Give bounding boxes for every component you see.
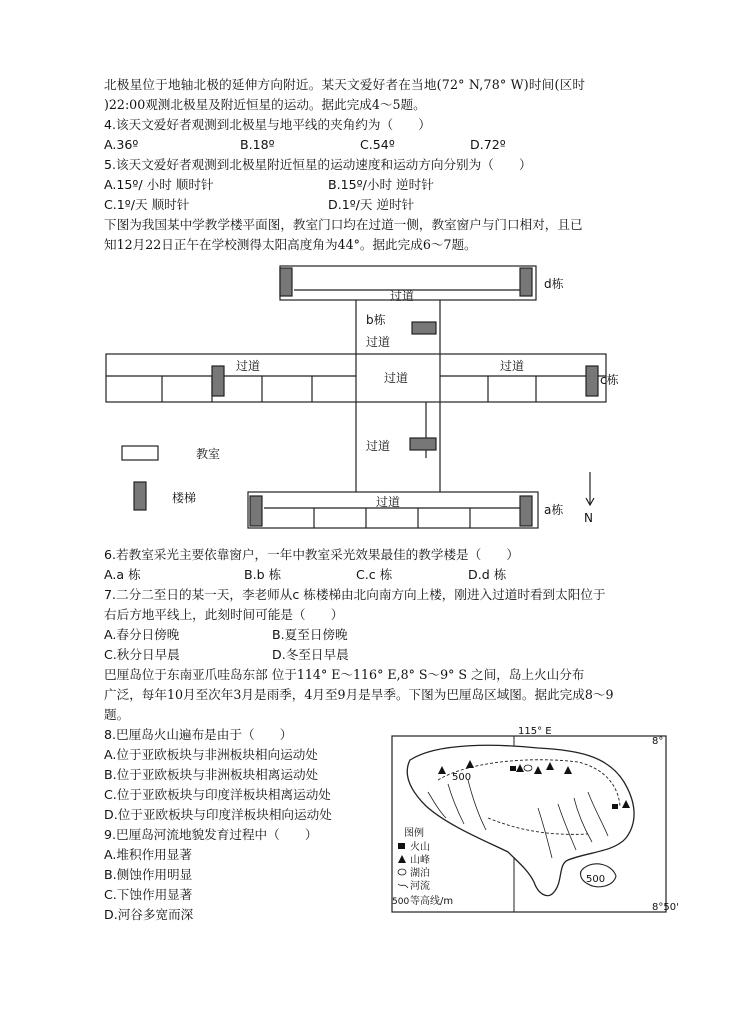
q5-option-c: C.1º/天 顺时针 bbox=[104, 197, 190, 212]
building-b-label: b栋 bbox=[366, 313, 386, 327]
building-a-label: a栋 bbox=[544, 503, 564, 517]
intro-text-line: 题。 bbox=[104, 707, 130, 722]
question-4-stem: 4.该天文爱好者观测到北极星与地平线的夹角约为（ ） bbox=[104, 117, 431, 132]
floor-plan-diagram bbox=[100, 258, 620, 530]
q9-option-a: A.堆积作用显著 bbox=[104, 847, 192, 862]
q4-option-b: B.18º bbox=[240, 137, 275, 152]
q6-option-c: C.c 栋 bbox=[356, 567, 393, 582]
volcano-marker bbox=[612, 804, 618, 809]
stairs-a-left bbox=[250, 496, 262, 526]
q4-option-d: D.72º bbox=[470, 137, 506, 152]
question-8-stem: 8.巴厘岛火山遍布是由于（ ） bbox=[104, 727, 293, 742]
q8-option-d: D.位于亚欧板块与印度洋板块相向运动处 bbox=[104, 807, 332, 822]
contour-label: 500 bbox=[586, 874, 606, 885]
q6-option-d: D.d 栋 bbox=[468, 567, 507, 582]
q9-option-b: B.侧蚀作用明显 bbox=[104, 867, 193, 882]
legend-volcano-icon bbox=[398, 843, 405, 849]
intro-text-line: 巴厘岛位于东南亚爪哇岛东部 位于114° E～116° E,8° S～9° S 之间，岛上火山分布 bbox=[104, 667, 585, 682]
intro-text-line: )22:00观测北极星及附近恒星的运动。据此完成4～5题。 bbox=[104, 97, 426, 112]
q9-option-d: D.河谷多宽而深 bbox=[104, 907, 194, 922]
legend-stairs-box bbox=[134, 482, 146, 510]
volcano-marker bbox=[510, 766, 516, 771]
legend-classroom-label: 教室 bbox=[196, 447, 221, 461]
q6-option-b: B.b 栋 bbox=[244, 567, 282, 582]
corridor-label: 过道 bbox=[500, 359, 525, 373]
corridor-label: 过道 bbox=[236, 359, 261, 373]
q9-option-c: C.下蚀作用显著 bbox=[104, 887, 193, 902]
q7-option-a: A.春分日傍晚 bbox=[104, 627, 180, 642]
longitude-label: 115° E bbox=[518, 726, 552, 737]
intro-text-line: 广泛，每年10月至次年3月是雨季，4月至9月是旱季。下图为巴厘岛区域图。据此完成8～9 bbox=[104, 687, 614, 702]
q4-option-c: C.54º bbox=[360, 137, 395, 152]
stairs-d-left bbox=[280, 268, 292, 296]
legend-peak-label: 山峰 bbox=[410, 855, 430, 866]
stairs-a-right bbox=[520, 496, 532, 526]
q7-option-b: B.夏至日傍晚 bbox=[272, 627, 348, 642]
q6-option-a: A.a 栋 bbox=[104, 567, 141, 582]
legend-river-label: 河流 bbox=[410, 881, 430, 892]
q4-option-a: A.36º bbox=[104, 137, 139, 152]
q5-option-d: D.1º/天 逆时针 bbox=[328, 197, 415, 212]
intro-text-line: 知12月22日正午在学校测得太阳高度角为44°。据此完成6～7题。 bbox=[104, 237, 477, 252]
q8-option-b: B.位于亚欧板块与非洲板块相离运动处 bbox=[104, 767, 319, 782]
corridor-label: 过道 bbox=[376, 495, 401, 509]
q8-option-a: A.位于亚欧板块与非洲板块相向运动处 bbox=[104, 747, 318, 762]
corridor-label: 过道 bbox=[390, 289, 415, 303]
stairs-c-right bbox=[586, 366, 598, 396]
stairs-connector bbox=[410, 438, 436, 450]
stairs-c-left bbox=[212, 366, 224, 396]
q5-option-b: B.15º/小时 逆时针 bbox=[328, 177, 434, 192]
latitude-top-label: 8° bbox=[652, 736, 664, 747]
intro-text-line: 下图为我国某中学教学楼平面图，教室门口均在过道一侧，教室窗户与门口相对，且已 bbox=[104, 217, 583, 232]
stairs-d-right bbox=[520, 268, 532, 296]
building-c-label: c栋 bbox=[600, 373, 619, 387]
legend-volcano-label: 火山 bbox=[410, 842, 430, 853]
north-label: N bbox=[584, 511, 593, 525]
stairs-b bbox=[412, 322, 436, 334]
corridor-label: 过道 bbox=[366, 335, 391, 349]
legend-stairs-label: 楼梯 bbox=[172, 491, 197, 505]
legend-lake-label: 湖泊 bbox=[410, 868, 430, 879]
building-d-label: d栋 bbox=[544, 277, 564, 291]
contour-label: 500 bbox=[452, 772, 472, 783]
q8-option-c: C.位于亚欧板块与印度洋板块相离运动处 bbox=[104, 787, 331, 802]
question-9-stem: 9.巴厘岛河流地貌发育过程中（ ） bbox=[104, 827, 318, 842]
question-7-stem: 7.二分二至日的某一天，李老师从c 栋楼梯由北向南方向上楼，刚进入过道时看到太阳位于 bbox=[104, 587, 606, 602]
question-7-stem-cont: 右后方地平线上，此刻时间可能是（ ） bbox=[104, 607, 344, 622]
legend-contour-number: 500 bbox=[392, 897, 410, 907]
intro-text-line: 北极星位于地轴北极的延伸方向附近。某天文爱好者在当地(72° N,78° W)时间(区时 bbox=[104, 77, 586, 92]
latitude-bottom-label: 8°50' bbox=[652, 902, 679, 913]
legend-contour-label: 等高线/m bbox=[410, 896, 454, 907]
q7-option-c: C.秋分日早晨 bbox=[104, 647, 180, 662]
q7-option-d: D.冬至日早晨 bbox=[272, 647, 349, 662]
q5-option-a: A.15º/ 小时 顺时针 bbox=[104, 177, 214, 192]
corridor-label: 过道 bbox=[384, 371, 409, 385]
legend-lake-icon bbox=[398, 869, 406, 875]
legend-title: 图例 bbox=[404, 828, 424, 839]
question-6-stem: 6.若教室采光主要依靠窗户，一年中教室采光效果最佳的教学楼是（ ） bbox=[104, 547, 520, 562]
question-5-stem: 5.该天文爱好者观测到北极星附近恒星的运动速度和运动方向分别为（ ） bbox=[104, 157, 532, 172]
corridor-label: 过道 bbox=[366, 439, 391, 453]
legend-classroom-box bbox=[122, 446, 158, 460]
bali-island-map bbox=[388, 722, 680, 918]
